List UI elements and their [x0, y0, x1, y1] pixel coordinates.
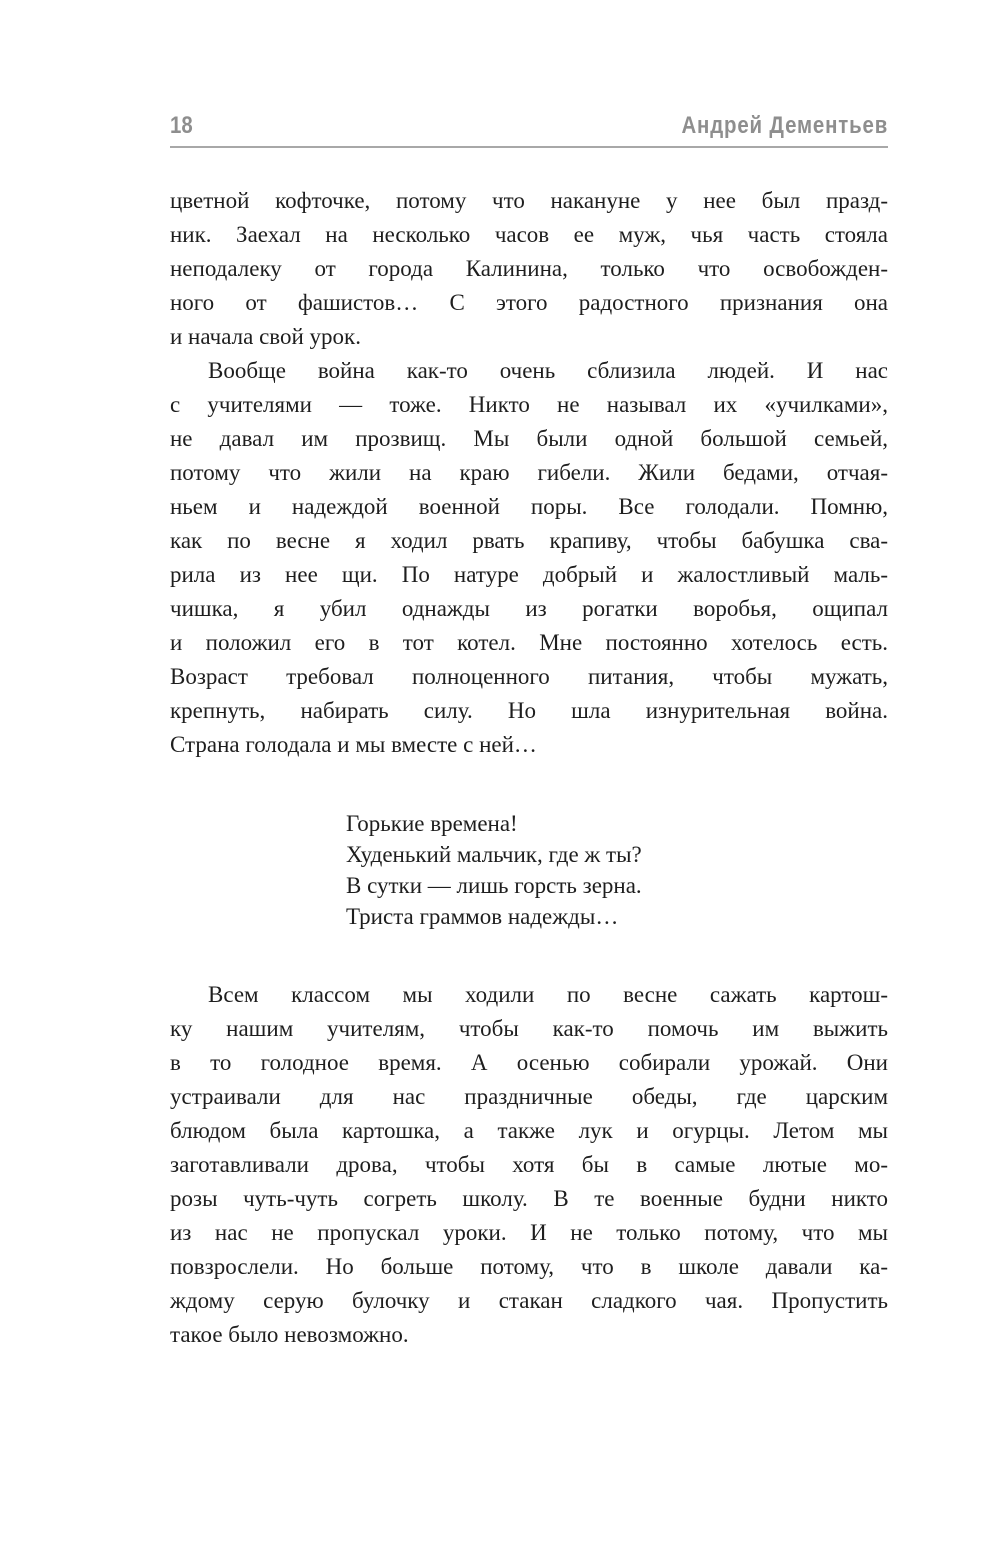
text-line: розы чуть-чуть согреть школу. В те военные будни никто: [170, 1186, 888, 1211]
text-line: повзрослели. Но больше потому, что в школе давали ка-: [170, 1254, 888, 1279]
text-line: ждому серую булочку и стакан сладкого чая. Пропустить: [170, 1288, 888, 1313]
text-line: крепнуть, набирать силу. Но шла изнурительная война.: [170, 698, 888, 723]
text-line: устраивали для нас праздничные обеды, где царским: [170, 1084, 888, 1109]
text-line: заготавливали дрова, чтобы хотя бы в самые лютые мо-: [170, 1152, 888, 1177]
text-line: Всем классом мы ходили по весне сажать картош-: [208, 982, 888, 1007]
text-line: потому что жили на краю гибели. Жили бедами, отчая-: [170, 460, 888, 485]
running-header-author: Андрей Дементьев: [681, 112, 888, 139]
text-line: рила из нее щи. По натуре добрый и жалостливый маль-: [170, 562, 888, 587]
text-line: ного от фашистов… С этого радостного признания она: [170, 290, 888, 315]
paragraph: [170, 978, 888, 1352]
text-line: ник. Заехал на несколько часов ее муж, чья часть стояла: [170, 222, 888, 247]
running-header: [170, 112, 888, 140]
text-line: и начала свой урок.: [170, 324, 361, 349]
text-line: Страна голодала и мы вместе с ней…: [170, 732, 537, 757]
text-line: ку нашим учителям, чтобы как-то помочь им выжить: [170, 1016, 888, 1041]
page-number: 18: [170, 112, 193, 139]
poem-line: В сутки — лишь горсть зерна.: [346, 873, 642, 898]
text-line: Возраст требовал полноценного питания, чтобы мужать,: [170, 664, 888, 689]
paragraph: [170, 184, 888, 354]
text-line: неподалеку от города Калинина, только что освобожден-: [170, 256, 888, 281]
text-line: ньем и надеждой военной поры. Все голодали. Помню,: [170, 494, 888, 519]
text-line: чишка, я убил однажды из рогатки воробья, ощипал: [170, 596, 888, 621]
poem-line: Горькие времена!: [346, 811, 518, 836]
poem-line: Худенький мальчик, где ж ты?: [346, 842, 642, 867]
poem-line: Триста граммов надежды…: [346, 904, 619, 929]
text-line: такое было невозможно.: [170, 1322, 409, 1347]
text-line: цветной кофточке, потому что накануне у нее был празд-: [170, 188, 888, 213]
text-line: Вообще война как-то очень сблизила людей. И нас: [208, 358, 888, 383]
header-rule: [170, 146, 888, 148]
body-text: [170, 184, 888, 1352]
text-line: в то голодное время. А осенью собирали урожай. Они: [170, 1050, 888, 1075]
text-line: не давал им прозвищ. Мы были одной большой семьей,: [170, 426, 888, 451]
text-line: из нас не пропускал уроки. И не только потому, что мы: [170, 1220, 888, 1245]
poem-block: [346, 808, 888, 932]
text-line: как по весне я ходил рвать крапиву, чтобы бабушка сва-: [170, 528, 888, 553]
text-line: блюдом была картошка, а также лук и огурцы. Летом мы: [170, 1118, 888, 1143]
text-line: с учителями — тоже. Никто не называл их «училками»,: [170, 392, 888, 417]
page-content: [170, 112, 888, 1352]
paragraph: [170, 354, 888, 762]
text-line: и положил его в тот котел. Мне постоянно хотелось есть.: [170, 630, 888, 655]
